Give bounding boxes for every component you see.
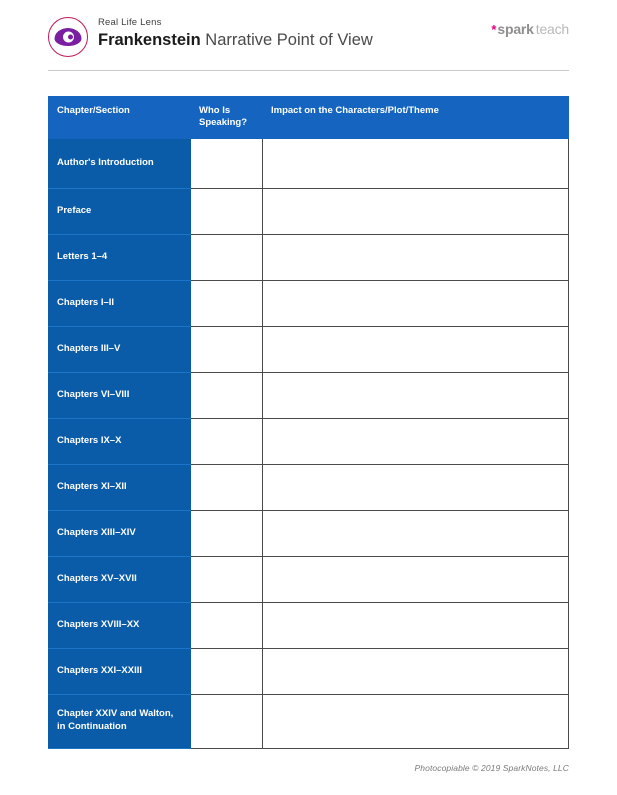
row-label-chapters-18-20: Chapters XVIII–XX <box>49 602 191 648</box>
row-label-chapters-6-8: Chapters VI–VIII <box>49 372 191 418</box>
row-label-chapters-11-12: Chapters XI–XII <box>49 464 191 510</box>
row-label-chapters-9-10: Chapters IX–X <box>49 418 191 464</box>
cell-speaking-preface[interactable] <box>191 188 263 234</box>
row-label-chapters-21-23: Chapters XXI–XXIII <box>49 648 191 694</box>
row-label-chapters-3-5: Chapters III–V <box>49 326 191 372</box>
cell-impact-chapters-9-10[interactable] <box>263 418 569 464</box>
narrative-pov-table <box>48 96 569 749</box>
page-header <box>48 14 569 57</box>
cell-speaking-chapter-24-walton[interactable] <box>191 694 263 748</box>
cell-impact-letters-1-4[interactable] <box>263 234 569 280</box>
cell-speaking-chapters-15-17[interactable] <box>191 556 263 602</box>
table-row <box>49 372 569 418</box>
cell-speaking-authors-introduction[interactable] <box>191 138 263 188</box>
cell-impact-authors-introduction[interactable] <box>263 138 569 188</box>
asterisk-icon: * <box>491 22 497 37</box>
title-block <box>98 16 373 49</box>
page-title <box>98 31 373 49</box>
table-row <box>49 464 569 510</box>
brand-teach: teach <box>535 21 569 37</box>
cell-speaking-chapters-9-10[interactable] <box>191 418 263 464</box>
cell-speaking-chapters-18-20[interactable] <box>191 602 263 648</box>
header-left <box>48 16 373 57</box>
table-row <box>49 188 569 234</box>
row-label-chapters-13-14: Chapters XIII–XIV <box>49 510 191 556</box>
column-header-who-is-speaking: Who Is Speaking? <box>191 97 263 139</box>
cell-speaking-chapters-1-2[interactable] <box>191 280 263 326</box>
eye-icon <box>48 17 88 57</box>
cell-impact-chapters-1-2[interactable] <box>263 280 569 326</box>
cell-impact-preface[interactable] <box>263 188 569 234</box>
cell-speaking-chapters-3-5[interactable] <box>191 326 263 372</box>
row-label-letters-1-4: Letters 1–4 <box>49 234 191 280</box>
row-label-chapters-15-17: Chapters XV–XVII <box>49 556 191 602</box>
cell-speaking-letters-1-4[interactable] <box>191 234 263 280</box>
cell-impact-chapters-6-8[interactable] <box>263 372 569 418</box>
kicker-label: Real Life Lens <box>98 17 162 28</box>
row-label-authors-introduction: Author's Introduction <box>49 138 191 188</box>
cell-speaking-chapters-6-8[interactable] <box>191 372 263 418</box>
cell-impact-chapters-11-12[interactable] <box>263 464 569 510</box>
page-title-subject: Narrative Point of View <box>200 31 373 49</box>
table-body <box>49 138 569 748</box>
sparkteach-logo <box>491 16 569 37</box>
table-row <box>49 648 569 694</box>
table-row <box>49 280 569 326</box>
page-title-work: Frankenstein <box>98 31 201 49</box>
cell-speaking-chapters-21-23[interactable] <box>191 648 263 694</box>
cell-impact-chapters-21-23[interactable] <box>263 648 569 694</box>
table-row <box>49 510 569 556</box>
table-row <box>49 694 569 748</box>
cell-impact-chapters-15-17[interactable] <box>263 556 569 602</box>
row-label-chapters-1-2: Chapters I–II <box>49 280 191 326</box>
column-header-impact: Impact on the Characters/Plot/Theme <box>263 97 569 139</box>
brand-spark: spark <box>497 21 534 37</box>
table-row <box>49 556 569 602</box>
header-divider <box>48 70 569 71</box>
cell-impact-chapters-18-20[interactable] <box>263 602 569 648</box>
table-header <box>49 97 569 139</box>
column-header-chapter-section: Chapter/Section <box>49 97 191 139</box>
cell-impact-chapters-3-5[interactable] <box>263 326 569 372</box>
row-label-preface: Preface <box>49 188 191 234</box>
cell-impact-chapter-24-walton[interactable] <box>263 694 569 748</box>
table-row <box>49 602 569 648</box>
table-row <box>49 418 569 464</box>
table-row <box>49 234 569 280</box>
table-header-row <box>49 97 569 139</box>
table-row <box>49 326 569 372</box>
cell-impact-chapters-13-14[interactable] <box>263 510 569 556</box>
row-label-chapter-24-walton: Chapter XXIV and Walton, in Continuation <box>49 694 191 748</box>
footer-copyright: Photocopiable © 2019 SparkNotes, LLC <box>414 763 569 773</box>
cell-speaking-chapters-13-14[interactable] <box>191 510 263 556</box>
cell-speaking-chapters-11-12[interactable] <box>191 464 263 510</box>
table-row <box>49 138 569 188</box>
